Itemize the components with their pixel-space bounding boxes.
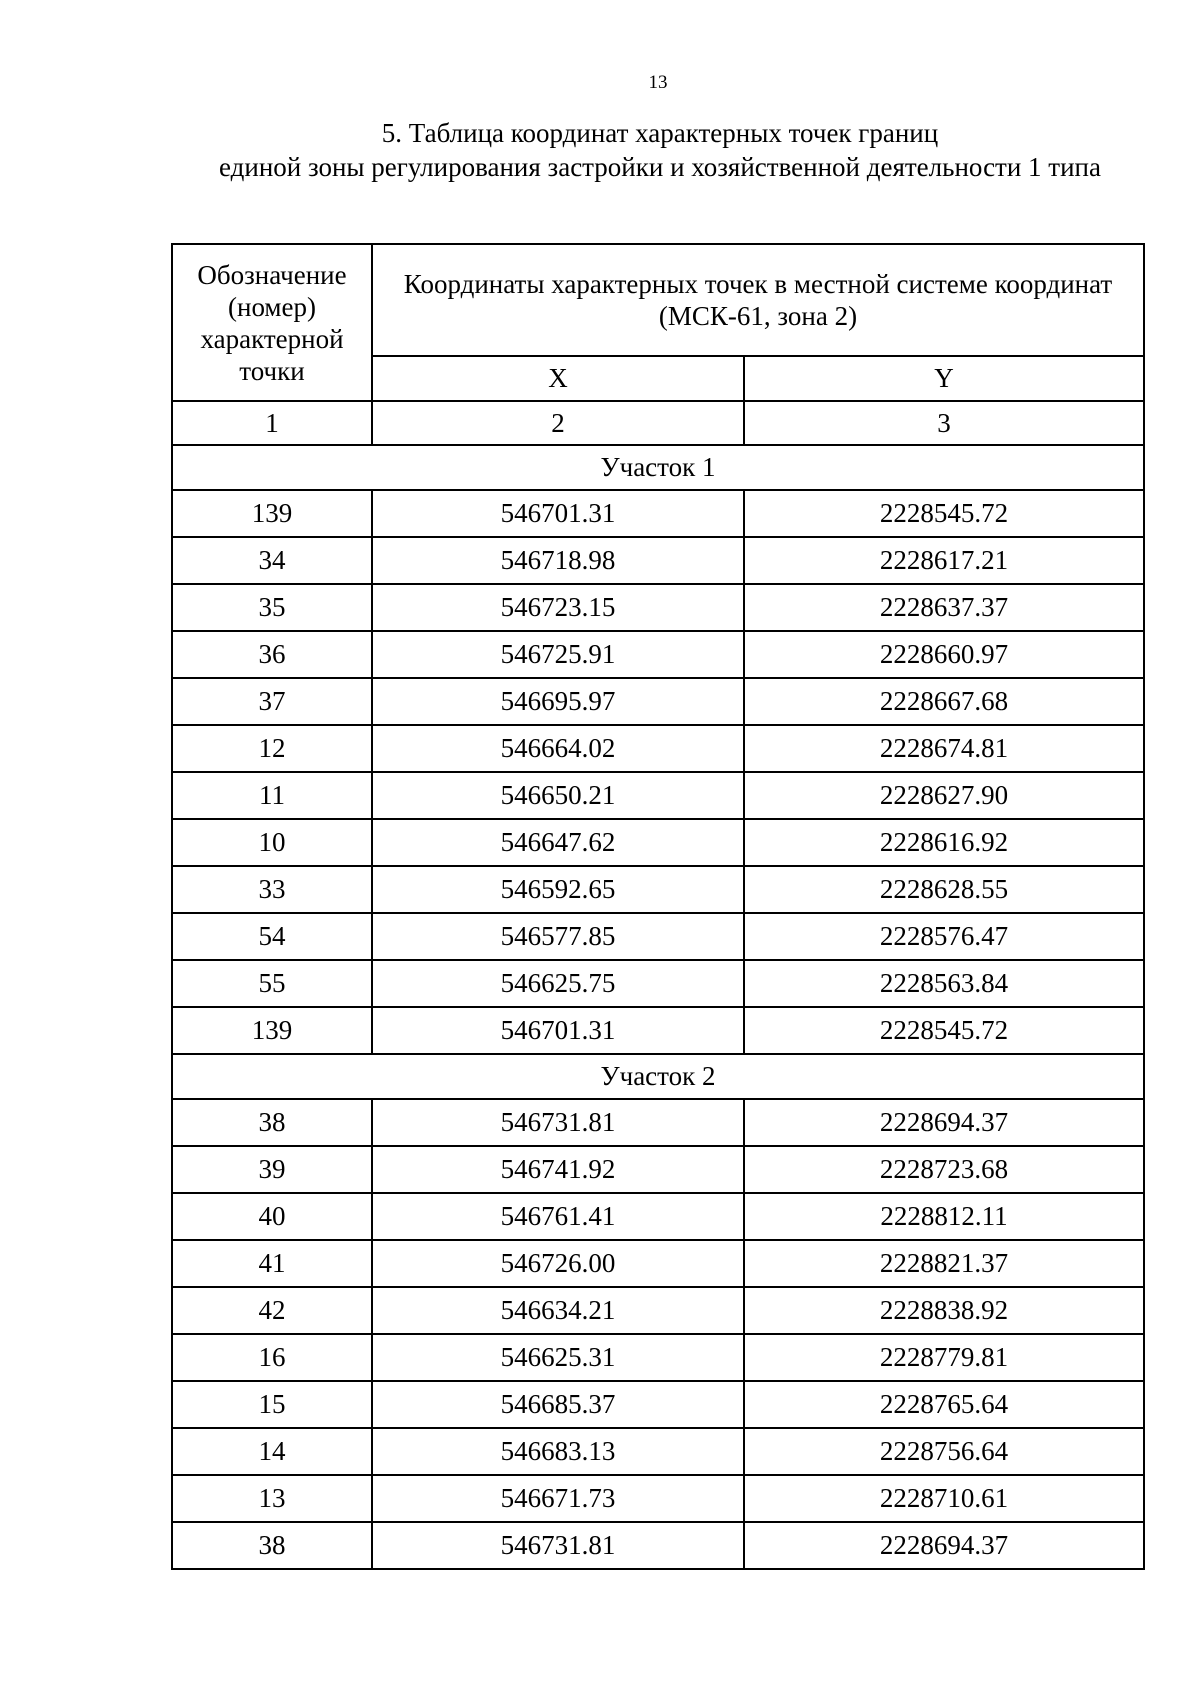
y-coordinate-cell: 2228616.92 <box>744 819 1144 866</box>
y-coordinate-cell: 2228694.37 <box>744 1099 1144 1146</box>
x-coordinate-cell: 546634.21 <box>372 1287 744 1334</box>
x-coordinate-cell: 546671.73 <box>372 1475 744 1522</box>
column-number-3: 3 <box>744 401 1144 445</box>
section-row <box>172 445 1144 490</box>
point-number-cell: 35 <box>172 584 372 631</box>
point-number-cell: 39 <box>172 1146 372 1193</box>
table-row <box>172 960 1144 1007</box>
x-coordinate-cell: 546701.31 <box>372 1007 744 1054</box>
header-y: Y <box>744 356 1144 401</box>
point-number-cell: 11 <box>172 772 372 819</box>
x-coordinate-cell: 546650.21 <box>372 772 744 819</box>
coordinates-table <box>171 243 1145 1570</box>
table-row <box>172 866 1144 913</box>
x-coordinate-cell: 546625.31 <box>372 1334 744 1381</box>
table-row <box>172 1287 1144 1334</box>
table-row <box>172 725 1144 772</box>
x-coordinate-cell: 546647.62 <box>372 819 744 866</box>
y-coordinate-cell: 2228628.55 <box>744 866 1144 913</box>
y-coordinate-cell: 2228710.61 <box>744 1475 1144 1522</box>
point-number-cell: 14 <box>172 1428 372 1475</box>
y-coordinate-cell: 2228627.90 <box>744 772 1144 819</box>
table-row <box>172 490 1144 537</box>
point-number-cell: 42 <box>172 1287 372 1334</box>
point-number-cell: 54 <box>172 913 372 960</box>
x-coordinate-cell: 546725.91 <box>372 631 744 678</box>
table-row <box>172 1146 1144 1193</box>
point-number-cell: 139 <box>172 490 372 537</box>
point-number-cell: 34 <box>172 537 372 584</box>
x-coordinate-cell: 546723.15 <box>372 584 744 631</box>
y-coordinate-cell: 2228545.72 <box>744 1007 1144 1054</box>
table-row <box>172 1428 1144 1475</box>
x-coordinate-cell: 546731.81 <box>372 1099 744 1146</box>
y-coordinate-cell: 2228723.68 <box>744 1146 1144 1193</box>
y-coordinate-cell: 2228563.84 <box>744 960 1144 1007</box>
x-coordinate-cell: 546726.00 <box>372 1240 744 1287</box>
table-row <box>172 772 1144 819</box>
point-number-cell: 55 <box>172 960 372 1007</box>
point-number-cell: 15 <box>172 1381 372 1428</box>
x-coordinate-cell: 546718.98 <box>372 537 744 584</box>
table-row <box>172 584 1144 631</box>
x-coordinate-cell: 546731.81 <box>372 1522 744 1569</box>
x-coordinate-cell: 546683.13 <box>372 1428 744 1475</box>
y-coordinate-cell: 2228667.68 <box>744 678 1144 725</box>
x-coordinate-cell: 546577.85 <box>372 913 744 960</box>
table-row <box>172 819 1144 866</box>
y-coordinate-cell: 2228617.21 <box>744 537 1144 584</box>
table-row <box>172 1381 1144 1428</box>
y-coordinate-cell: 2228756.64 <box>744 1428 1144 1475</box>
x-coordinate-cell: 546685.37 <box>372 1381 744 1428</box>
table-row <box>172 1193 1144 1240</box>
point-number-cell: 12 <box>172 725 372 772</box>
point-number-cell: 38 <box>172 1099 372 1146</box>
point-number-cell: 10 <box>172 819 372 866</box>
x-coordinate-cell: 546664.02 <box>372 725 744 772</box>
header-coordinates-group: Координаты характерных точек в местной системе координат (МСК-61, зона 2) <box>372 244 1144 356</box>
y-coordinate-cell: 2228545.72 <box>744 490 1144 537</box>
point-number-cell: 40 <box>172 1193 372 1240</box>
x-coordinate-cell: 546761.41 <box>372 1193 744 1240</box>
point-number-cell: 38 <box>172 1522 372 1569</box>
y-coordinate-cell: 2228838.92 <box>744 1287 1144 1334</box>
column-number-1: 1 <box>172 401 372 445</box>
table-row <box>172 1475 1144 1522</box>
table-body <box>172 445 1144 1569</box>
y-coordinate-cell: 2228765.64 <box>744 1381 1144 1428</box>
x-coordinate-cell: 546592.65 <box>372 866 744 913</box>
y-coordinate-cell: 2228821.37 <box>744 1240 1144 1287</box>
point-number-cell: 41 <box>172 1240 372 1287</box>
header-x: X <box>372 356 744 401</box>
table-row <box>172 1334 1144 1381</box>
header-point-designation: Обозначение (номер) характерной точки <box>172 244 372 401</box>
y-coordinate-cell: 2228812.11 <box>744 1193 1144 1240</box>
section-title: Участок 1 <box>172 445 1144 490</box>
table-row <box>172 1522 1144 1569</box>
column-number-2: 2 <box>372 401 744 445</box>
x-coordinate-cell: 546625.75 <box>372 960 744 1007</box>
x-coordinate-cell: 546695.97 <box>372 678 744 725</box>
x-coordinate-cell: 546701.31 <box>372 490 744 537</box>
title-line-1: 5. Таблица координат характерных точек границ <box>381 118 939 148</box>
point-number-cell: 16 <box>172 1334 372 1381</box>
page-title <box>160 116 1160 184</box>
title-line-2: единой зоны регулирования застройки и хозяйственной деятельности 1 типа <box>219 152 1101 182</box>
point-number-cell: 37 <box>172 678 372 725</box>
table-row <box>172 537 1144 584</box>
table-row <box>172 1007 1144 1054</box>
table-row <box>172 1099 1144 1146</box>
table-row <box>172 631 1144 678</box>
table-row <box>172 913 1144 960</box>
point-number-cell: 13 <box>172 1475 372 1522</box>
y-coordinate-cell: 2228779.81 <box>744 1334 1144 1381</box>
y-coordinate-cell: 2228674.81 <box>744 725 1144 772</box>
y-coordinate-cell: 2228637.37 <box>744 584 1144 631</box>
point-number-cell: 36 <box>172 631 372 678</box>
x-coordinate-cell: 546741.92 <box>372 1146 744 1193</box>
table-row <box>172 678 1144 725</box>
y-coordinate-cell: 2228576.47 <box>744 913 1144 960</box>
section-row <box>172 1054 1144 1099</box>
page-number: 13 <box>648 72 668 93</box>
y-coordinate-cell: 2228660.97 <box>744 631 1144 678</box>
y-coordinate-cell: 2228694.37 <box>744 1522 1144 1569</box>
point-number-cell: 139 <box>172 1007 372 1054</box>
table-row <box>172 1240 1144 1287</box>
section-title: Участок 2 <box>172 1054 1144 1099</box>
point-number-cell: 33 <box>172 866 372 913</box>
